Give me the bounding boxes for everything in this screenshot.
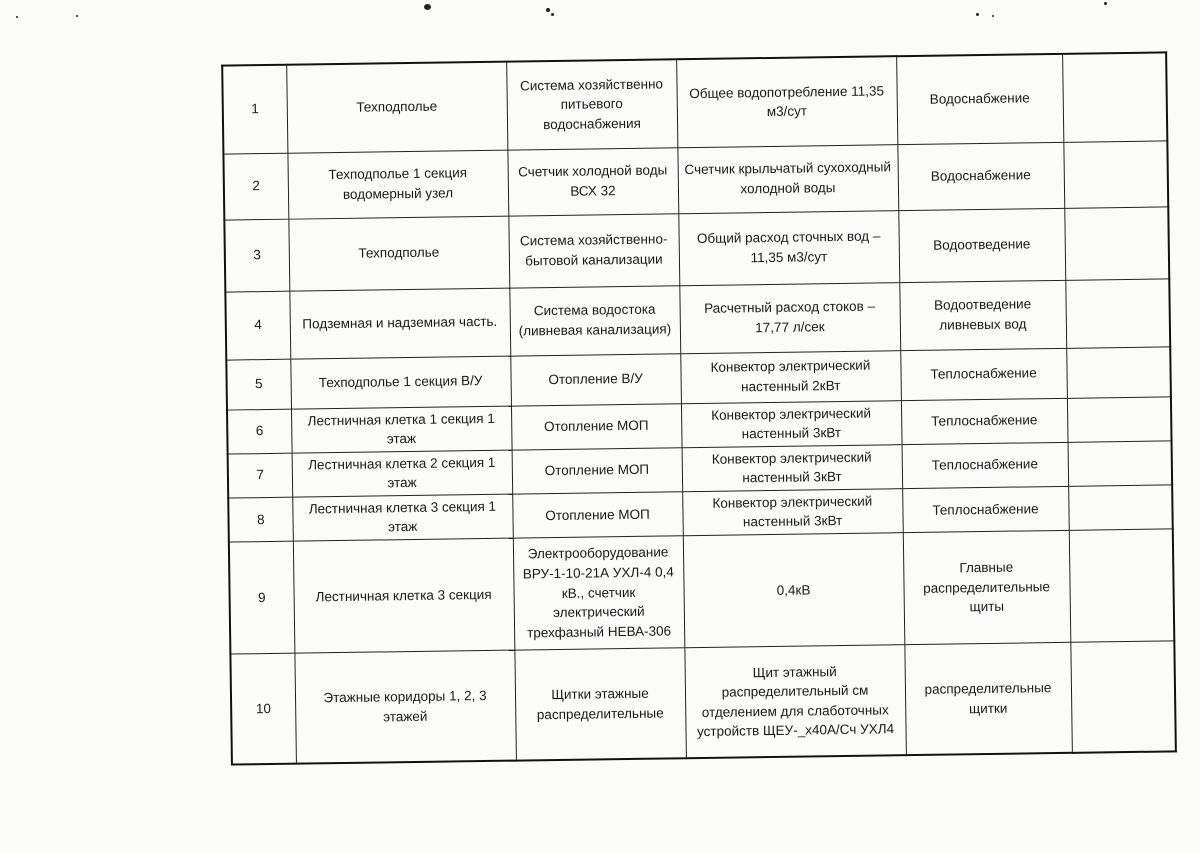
parameter-cell: Конвектор электрический настенный 2кВт	[680, 350, 901, 403]
row-number: 7	[228, 453, 293, 498]
system-cell: Отопление МОП	[512, 491, 683, 537]
type-cell: Теплоснабжение	[901, 398, 1068, 444]
table-row	[229, 529, 1174, 654]
location-cell: Этажные коридоры 1, 2, 3 этажей	[294, 650, 516, 764]
scan-speck	[546, 8, 550, 12]
system-cell: Отопление МОП	[512, 447, 683, 493]
empty-cell	[1068, 441, 1173, 487]
row-number: 10	[230, 653, 296, 765]
location-cell: Лестничная клетка 3 секция 1 этаж	[292, 494, 513, 541]
row-number: 2	[223, 153, 288, 220]
system-cell: Система водостока (ливневая канализация)	[509, 285, 680, 355]
scan-speck	[551, 13, 554, 16]
empty-cell	[1070, 641, 1176, 753]
location-cell: Лестничная клетка 2 секция 1 этаж	[292, 450, 513, 497]
parameter-cell: Расчетный расход стоков – 17,77 л/сек	[679, 282, 900, 353]
parameter-cell: 0,4кВ	[683, 533, 905, 648]
location-cell: Техподполье	[286, 62, 507, 153]
system-cell: Электрооборудование ВРУ-1-10-21А УХЛ-4 0,4 кВ., счетчик электрический трехфазный НЕВА-306	[513, 536, 685, 650]
scan-speck	[1104, 2, 1107, 5]
type-cell: Теплоснабжение	[902, 486, 1069, 532]
system-cell: Система хозяйственно питьевого водоснабжения	[506, 59, 677, 149]
type-cell: Главные распределительные щиты	[903, 530, 1071, 644]
row-number: 9	[229, 541, 295, 654]
row-number: 8	[228, 497, 293, 542]
row-number: 6	[227, 409, 292, 454]
location-cell: Техподполье	[288, 216, 509, 291]
location-cell: Техподполье 1 секция В/У	[290, 356, 511, 409]
empty-cell	[1062, 52, 1167, 141]
type-cell: Теплоснабжение	[902, 442, 1069, 488]
parameter-cell: Общий расход сточных вод – 11,35 м3/сут	[678, 210, 899, 285]
table-row	[230, 641, 1175, 765]
scan-speck	[76, 15, 78, 17]
row-number: 1	[222, 65, 287, 154]
parameter-cell: Конвектор электрический настенный 3кВт	[682, 444, 903, 491]
system-cell: Счетчик холодной воды ВСХ 32	[507, 147, 678, 215]
empty-cell	[1066, 346, 1171, 397]
scan-speck	[976, 13, 979, 16]
empty-cell	[1068, 485, 1173, 531]
scan-speck	[992, 15, 994, 17]
equipment-table-wrapper	[221, 51, 1175, 761]
parameter-cell: Счетчик крыльчатый сухоходный холодной воды	[677, 144, 898, 213]
empty-cell	[1064, 206, 1169, 279]
location-cell: Техподполье 1 секция водомерный узел	[287, 150, 508, 219]
type-cell: Теплоснабжение	[900, 348, 1067, 400]
location-cell: Подземная и надземная часть.	[289, 288, 510, 359]
row-number: 3	[224, 219, 289, 292]
type-cell: Водоотведение	[898, 208, 1065, 282]
table-row	[224, 206, 1169, 291]
system-cell: Система хозяйственно-бытовой канализации	[508, 213, 679, 287]
equipment-table	[221, 51, 1177, 766]
system-cell: Щитки этажные распределительные	[514, 648, 686, 761]
empty-cell	[1069, 529, 1175, 642]
empty-cell	[1063, 140, 1168, 207]
type-cell: распределительные щитки	[904, 642, 1072, 755]
row-number: 4	[225, 291, 290, 360]
system-cell: Отопление В/У	[510, 353, 681, 405]
empty-cell	[1067, 396, 1172, 442]
row-number: 5	[226, 359, 291, 410]
system-cell: Отопление МОП	[511, 403, 682, 449]
parameter-cell: Щит этажный распределительный см отделением для слаботочных устройств ЩЕУ-_х40А/Сч УХЛ4	[684, 645, 906, 759]
parameter-cell: Конвектор электрический настенный 3кВт	[681, 400, 902, 447]
location-cell: Лестничная клетка 1 секция 1 этаж	[291, 406, 512, 453]
parameter-cell: Конвектор электрический настенный 3кВт	[682, 488, 903, 535]
type-cell: Водоснабжение	[896, 54, 1063, 144]
type-cell: Водоотведение ливневых вод	[899, 280, 1066, 350]
scan-speck	[424, 4, 431, 10]
parameter-cell: Общее водопотребление 11,35 м3/сут	[676, 56, 897, 147]
empty-cell	[1065, 278, 1170, 347]
scan-speck	[16, 16, 18, 18]
table-row	[222, 52, 1167, 153]
type-cell: Водоснабжение	[897, 142, 1064, 210]
location-cell: Лестничная клетка 3 секция	[293, 538, 515, 653]
